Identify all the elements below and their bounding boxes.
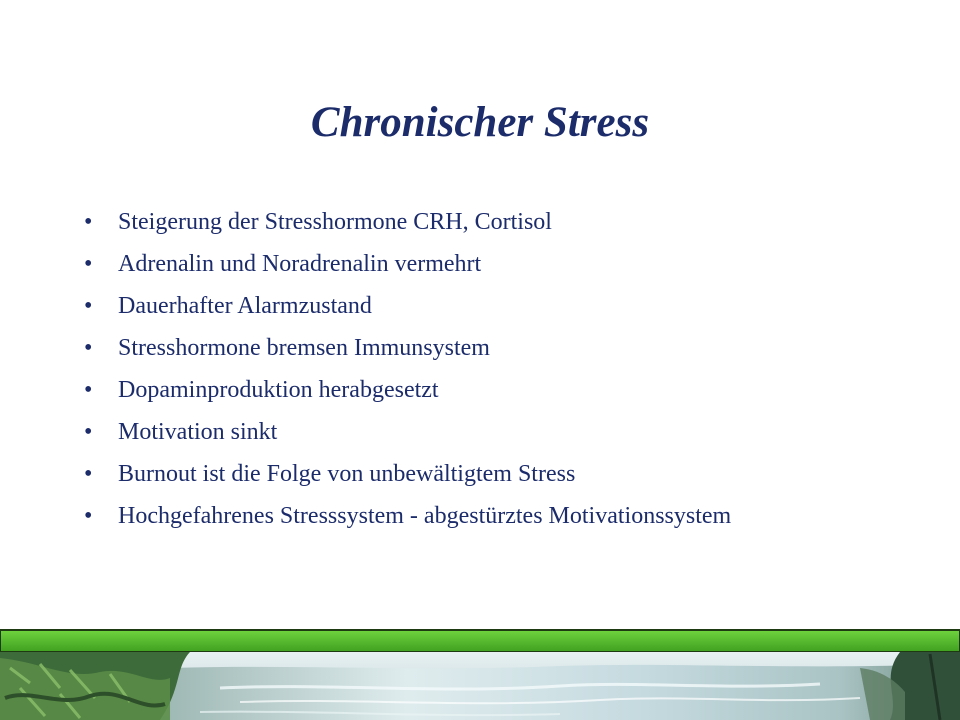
bullet-text: Dopaminproduktion herabgesetzt: [118, 377, 439, 403]
bullet-icon: •: [84, 293, 93, 319]
list-item: [84, 418, 904, 446]
bullet-list: [84, 208, 904, 544]
bullet-icon: •: [84, 335, 93, 361]
list-item: [84, 502, 904, 530]
bullet-icon: •: [84, 419, 93, 445]
list-item: [84, 292, 904, 320]
bullet-icon: •: [84, 461, 93, 487]
river-landscape-banner: [0, 628, 960, 720]
list-item: [84, 460, 904, 488]
bullet-icon: •: [84, 503, 93, 529]
bullet-icon: •: [84, 377, 93, 403]
list-item: [84, 208, 904, 236]
bullet-text: Stresshormone bremsen Immunsystem: [118, 335, 490, 361]
slide-title: Chronischer Stress: [310, 99, 650, 146]
bullet-text: Steigerung der Stresshormone CRH, Cortisol: [118, 209, 552, 235]
bullet-text: Adrenalin und Noradrenalin vermehrt: [118, 251, 482, 277]
bullet-icon: •: [84, 209, 93, 235]
list-item: [84, 334, 904, 362]
bullet-icon: •: [84, 251, 93, 277]
bullet-text: Burnout ist die Folge von unbewältigtem Stress: [118, 461, 576, 487]
bullet-text: Dauerhafter Alarmzustand: [118, 293, 372, 319]
bullet-text: Motivation sinkt: [118, 419, 278, 445]
list-item: [84, 250, 904, 278]
list-item: [84, 376, 904, 404]
bullet-text: Hochgefahrenes Stresssystem - abgestürztes Motivationssystem: [118, 503, 732, 529]
